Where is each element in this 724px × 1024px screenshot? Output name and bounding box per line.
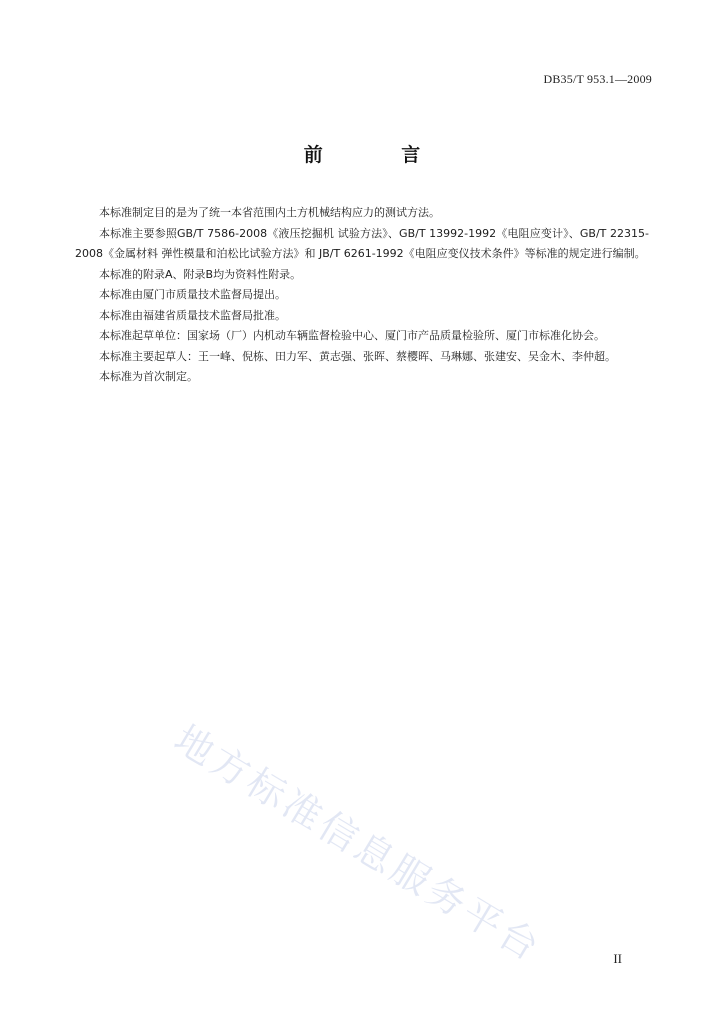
watermark: 地方标准信息服务平台 [166, 716, 550, 971]
standard-code: DB35/T 953.1—2009 [543, 72, 652, 86]
page-number: II [613, 951, 622, 966]
paragraph-drafters: 本标准主要起草人：王一峰、倪栋、田力军、黄志强、张晖、蔡樱晖、马琳娜、张建安、吴金木、李仲超。 [99, 349, 616, 363]
page-title: 前 言 [303, 144, 457, 166]
paragraph-purpose: 本标准制定目的是为了统一本省范围内土方机械结构应力的测试方法。 [99, 206, 440, 219]
paragraph-drafting-units: 本标准起草单位：国家场（厂）内机动车辆监督检验中心、厦门市产品质量检验所、厦门市标准化协会。 [99, 329, 605, 342]
paragraph-appendices: 本标准的附录A、附录B均为资料性附录。 [99, 267, 302, 281]
foreword-body [75, 203, 649, 388]
paragraph-proposer: 本标准由厦门市质量技术监督局提出。 [99, 288, 286, 301]
paragraph-first-edition: 本标准为首次制定。 [99, 370, 198, 383]
paragraph-references: 本标准主要参照GB/T 7586-2008《液压挖掘机 试验方法》、GB/T 13992-1992《电阻应变计》、GB/T 22315-2008《金属材料 弹性模量和泊松比试验方法》和 JB/T 6261-1992《电阻应变仪技术条件》等标准的规定进行编制。 [75, 226, 649, 260]
paragraph-approver: 本标准由福建省质量技术监督局批准。 [99, 308, 286, 322]
